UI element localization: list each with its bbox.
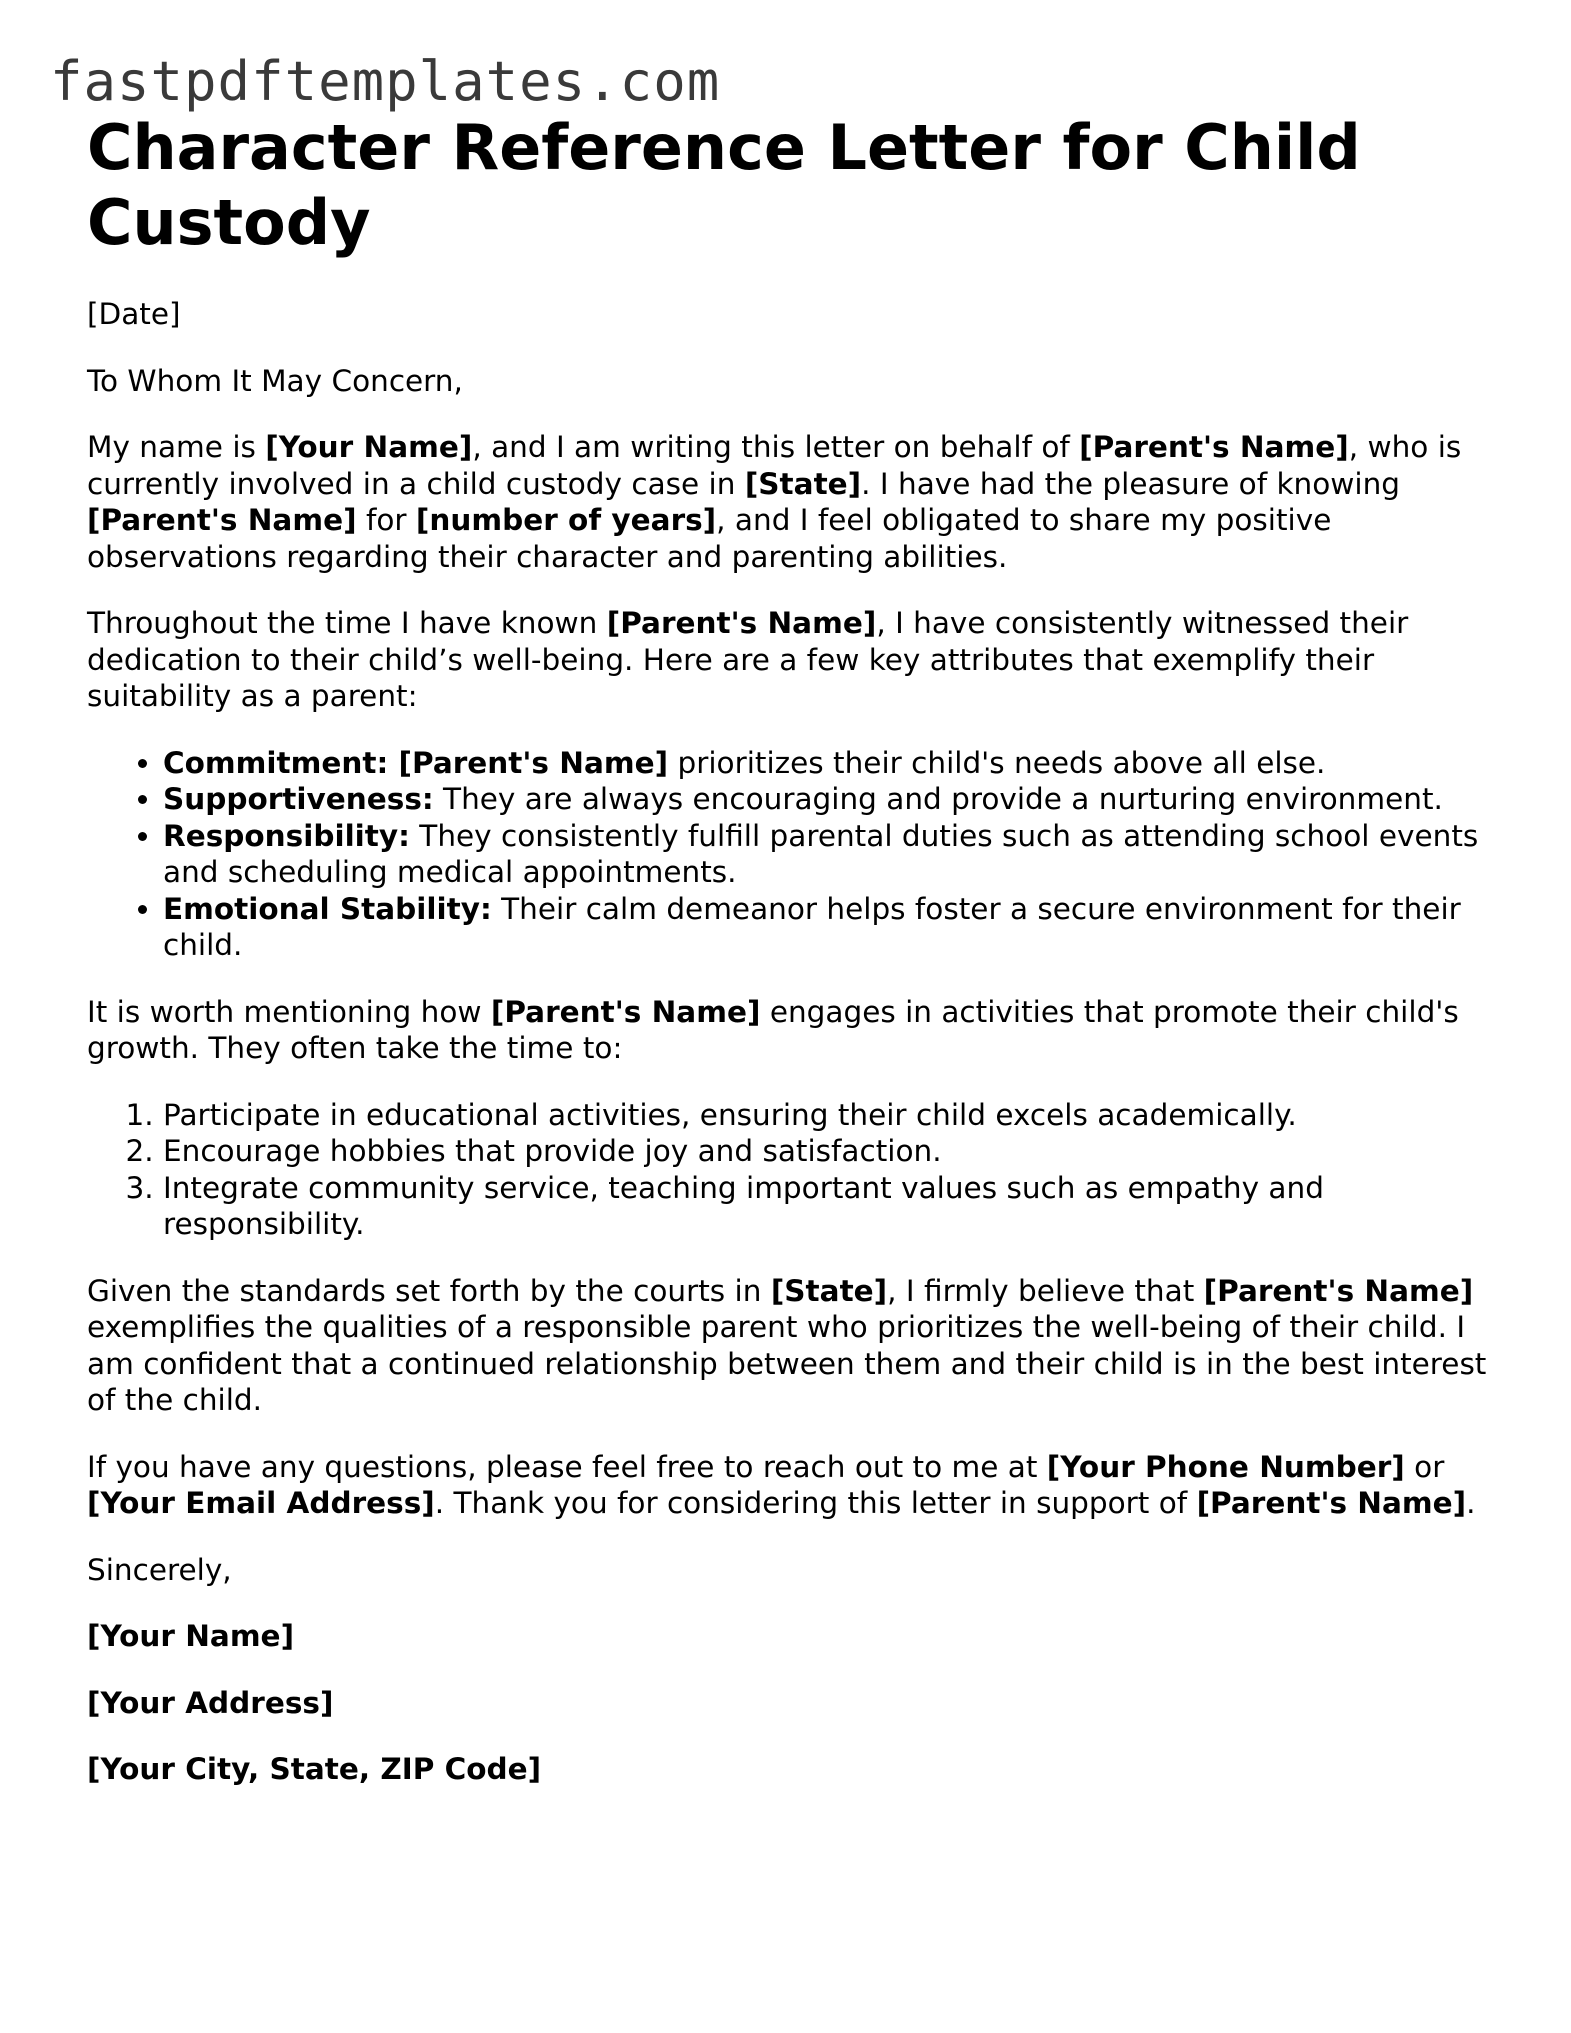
parent-name-placeholder: [Parent's Name] [1203,1273,1474,1308]
activities-list [87,1097,1487,1243]
email-placeholder: [Your Email Address] [87,1486,435,1520]
parent-name-placeholder: [Parent's Name] [606,606,877,640]
contact-paragraph: If you have any questions, please feel free to reach out to me at [Your Phone Number] or [Your Email Address]. Thank you for considering this letter in support of [Parent's Name]. [87,1449,1476,1520]
signature-city: [Your City, State, ZIP Code] [87,1752,542,1786]
letter-page [87,110,1487,1818]
signature-address: [Your Address] [87,1685,334,1720]
activities-intro-paragraph: It is worth mentioning how [Parent's Name] engages in activities that promote their child's growth. They often take the time to: [87,994,1459,1065]
list-item: 2. Encourage hobbies that provide joy and satisfaction. [163,1133,1487,1170]
parent-name-placeholder: [Parent's Name] [490,994,761,1029]
letter-date: [Date] [87,297,181,331]
phone-placeholder: [Your Phone Number] [1046,1449,1405,1484]
list-item: • Commitment: [Parent's Name] prioritizes their child's needs above all else. [163,745,1487,782]
letter-salutation: To Whom It May Concern, [87,363,463,398]
attributes-intro-paragraph: Throughout the time I have known [Parent's Name], I have consistently witnessed their dedication to their child’s well-being. Here are a few key attributes that exemplify their suitability as a parent: [87,606,1409,713]
list-item: • Responsibility: They consistently fulfill parental duties such as attending school events and scheduling medical appointments. [163,818,1487,891]
parent-name-placeholder: [Parent's Name] [1079,430,1349,464]
intro-paragraph: My name is [Your Name], and I am writing this letter on behalf of [Parent's Name], who is currently involved in a child custody case in [State]. I have had the pleasure of knowing [Parent's Name] for [number of years], and I feel obligated to share my positive observations regarding their character and parenting abilities. [87,430,1462,574]
list-item: 1. Participate in educational activities, ensuring their child excels academically. [163,1097,1487,1134]
your-name-placeholder: [Your Name] [265,430,473,464]
letter-title: Character Reference Letter for Child Custody [87,111,1361,259]
watermark: fastpdftemplates.com [50,50,721,113]
list-item: • Emotional Stability: Their calm demeanor helps foster a secure environment for their child. [163,891,1487,964]
letter-closing: Sincerely, [87,1552,232,1587]
parent-name-placeholder: [Parent's Name] [87,503,357,537]
signature-name: [Your Name] [87,1619,295,1653]
conclusion-paragraph: Given the standards set forth by the courts in [State], I firmly believe that [Parent's Name] exemplifies the qualities of a responsible parent who prioritizes the well-being of their child. I am confident that a continued relationship between them and their child is in the best interest of the child. [87,1273,1487,1417]
parent-name-placeholder: [Parent's Name] [1196,1486,1467,1520]
list-item: 3. Integrate community service, teaching important values such as empathy and responsibility. [163,1170,1487,1243]
state-placeholder: [State] [744,466,862,501]
attributes-list [87,745,1487,964]
years-placeholder: [number of years] [415,503,717,537]
state-placeholder: [State] [770,1273,888,1308]
list-item: • Supportiveness: They are always encouraging and provide a nurturing environment. [163,781,1487,818]
